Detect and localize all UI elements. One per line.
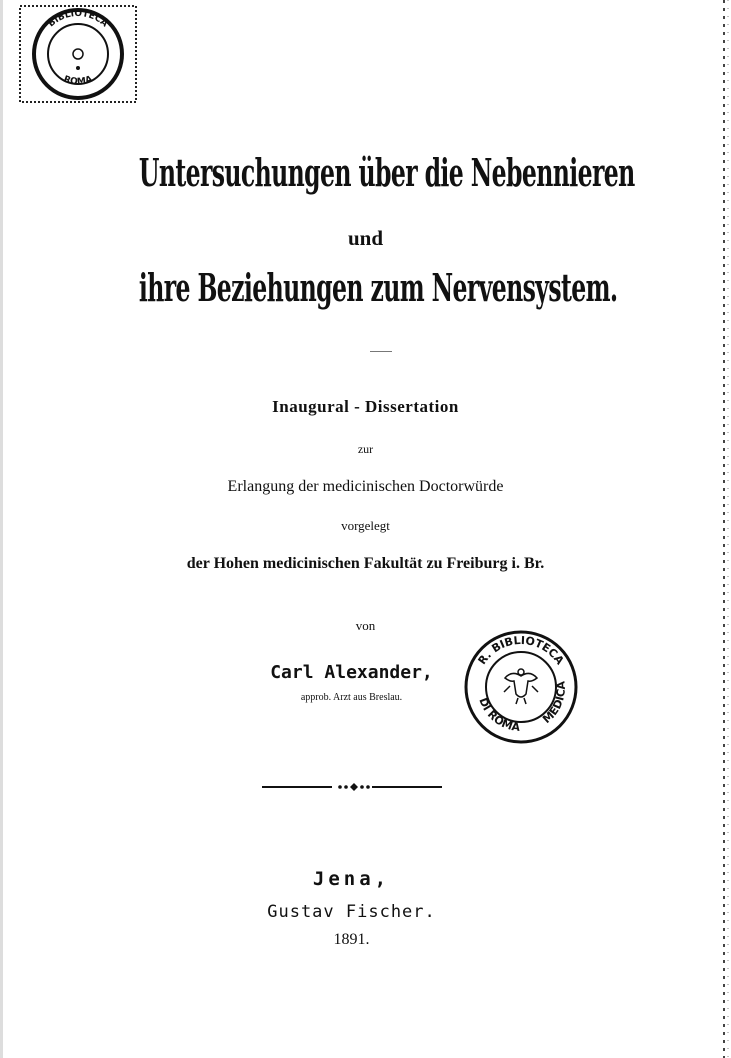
- library-stamp-top-left: [18, 4, 138, 104]
- title-line-2: ihre Beziehungen zum Nervensystem.: [138, 265, 618, 310]
- dissertation-zur: zur: [357, 442, 374, 456]
- imprint-year: 1891.: [333, 931, 370, 948]
- dissertation-faculty: der Hohen medicinischen Fakultät zu Freiburg i. Br.: [186, 555, 545, 572]
- svg-text:R. BIBLIOTECA: [476, 634, 567, 668]
- stamp-top-left-text: BIBLIOTECA: [46, 8, 110, 30]
- svg-text:BIBLIOTECA: [46, 9, 109, 29]
- author-name: Carl Alexander,: [270, 662, 433, 683]
- title-line-1: Untersuchungen über die Nebennieren: [138, 150, 635, 195]
- title-and: und: [347, 226, 384, 250]
- stamp-medica-top-text: R. BIBLIOTECA: [475, 633, 567, 668]
- stamp-medica-left-text: DI ROMA: [476, 695, 521, 734]
- eagle-emblem-icon: [504, 669, 538, 704]
- library-stamp-medica: [460, 628, 582, 746]
- ornamental-rule: [262, 781, 442, 793]
- stamp-medica-right-text: MEDICA: [540, 680, 569, 726]
- svg-text:ROMA: [62, 74, 94, 87]
- dissertation-vorgelegt: vorgelegt: [341, 518, 390, 533]
- author-description: approb. Arzt aus Breslau.: [300, 692, 403, 703]
- dissertation-purpose: Erlangung der medicinischen Doctorwürde: [227, 478, 504, 495]
- imprint-publisher: Gustav Fischer.: [267, 902, 436, 922]
- dissertation-type: Inaugural - Dissertation: [272, 397, 459, 416]
- divider-short: [370, 351, 392, 352]
- imprint-city: Jena,: [312, 868, 391, 890]
- dissertation-von: von: [355, 618, 376, 633]
- stamp-top-left-bottom-text: ROMA: [62, 74, 94, 88]
